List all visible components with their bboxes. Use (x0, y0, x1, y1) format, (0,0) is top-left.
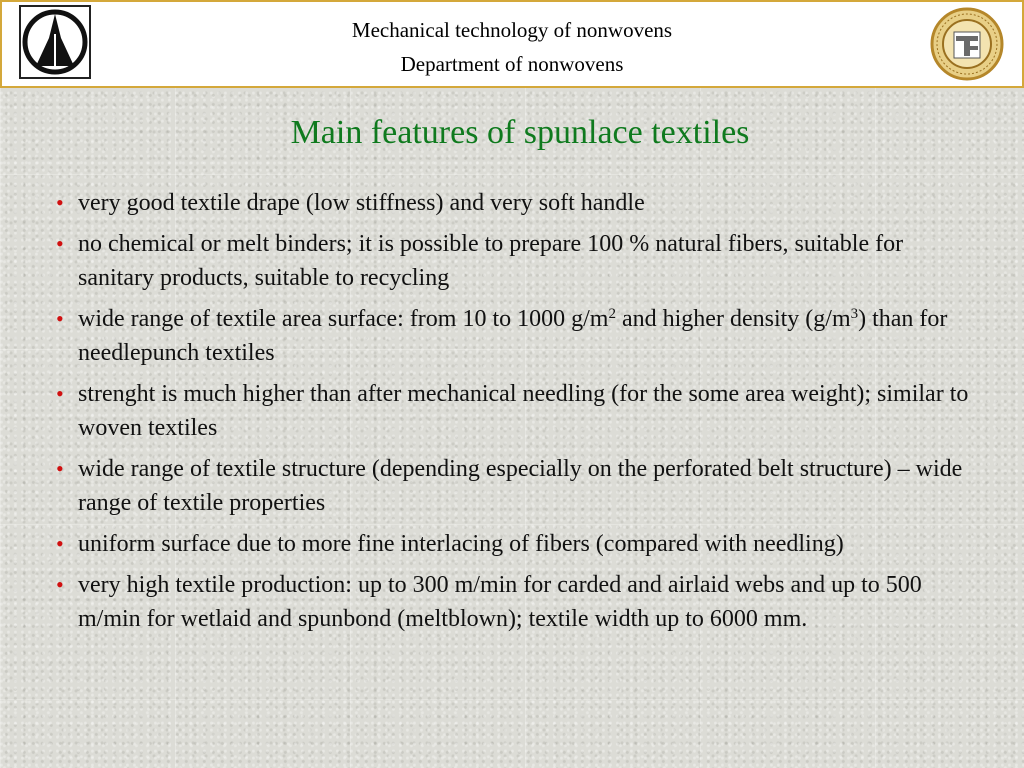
bullet-icon: • (56, 456, 64, 481)
bullet-icon: • (56, 531, 64, 556)
list-item-text: very good textile drape (low stiffness) and very soft handle (78, 190, 645, 216)
superscript: 3 (850, 306, 859, 322)
list-item (56, 527, 976, 561)
list-item-text-part: and higher density (g/m (615, 306, 851, 332)
list-item (56, 227, 976, 295)
list-item-text: wide range of textile structure (depending especially on the perforated belt structure) – wide range of textile properties (78, 456, 963, 516)
bullet-icon: • (56, 231, 64, 256)
feature-list (56, 186, 976, 643)
superscript: 2 (608, 306, 616, 322)
list-item-text-part: wide range of textile area surface: from 10 to 1000 g/m (78, 306, 609, 332)
bullet-icon: • (56, 306, 64, 331)
list-item-text: no chemical or melt binders; it is possible to prepare 100 % natural fibers, suitable for sanitary products, suitable to recycling (78, 231, 904, 291)
list-item (56, 302, 976, 370)
bullet-icon: • (56, 190, 64, 215)
list-item-text: very high textile production: up to 300 m/min for carded and airlaid webs and up to 500 m/min for wetlaid and spunbond (meltblown); textile width up to 6000 mm. (78, 572, 922, 632)
header-department: Department of nonwovens (400, 52, 624, 76)
list-item-text: strenght is much higher than after mechanical needling (for the some area weight); similar to woven textiles (78, 381, 969, 441)
header-course-title: Mechanical technology of nonwovens (351, 18, 673, 42)
list-item (56, 377, 976, 445)
list-item (56, 452, 976, 520)
bullet-icon: • (56, 572, 64, 597)
slide-title: Main features of spunlace textiles (290, 114, 750, 151)
list-item-text: uniform surface due to more fine interlacing of fibers (compared with needling) (78, 531, 844, 557)
bullet-icon: • (56, 381, 64, 406)
list-item (56, 186, 976, 220)
list-item-text-part: ) than for needlepunch textiles (78, 306, 948, 366)
faculty-seal-icon (928, 6, 1006, 82)
list-item (56, 568, 976, 636)
